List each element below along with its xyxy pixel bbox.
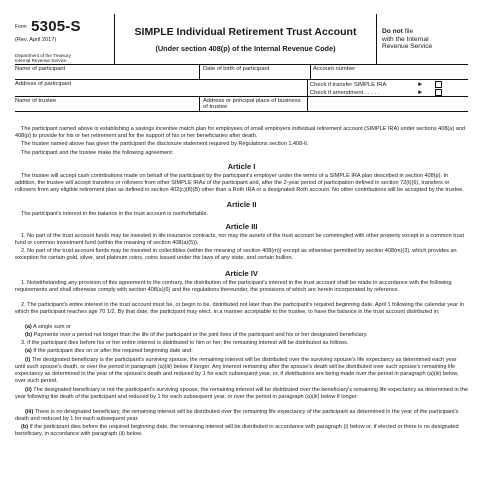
form-word: Form (15, 24, 27, 30)
notice-rest: file (404, 28, 414, 35)
form-number-line (15, 18, 81, 36)
trustee-address-field[interactable] (203, 97, 308, 111)
article-1-text: The trustee will accept cash contributions made on behalf of the participant by the participant's employer under the terms of a SIMPLE IRA plan described in section 408(p). In addition, the trustee will accept transfers or rollovers from other SIMPLE IRAs of the participant and, after the 2-year period of participation defined in section 72(t)(6), transfers or rollovers from any eligible retirement plan as defined in section 402(c)(8)(B) other than a Roth IRA or a designated Roth account. No other contributions will be accepted by the trustee. (15, 173, 464, 194)
item-3a-label: (a) (25, 348, 32, 354)
form-number: 5305-S (31, 18, 81, 35)
article-4-item-3b (15, 424, 468, 438)
filing-notice (382, 28, 472, 51)
item-3b-text: If the participant dies before the required beginning date, the remaining interest will be distributed in accordance with paragraph (i) below or, if elected or there is no designated beneficiary, in accordance with paragraph (ii) below. (15, 424, 459, 438)
form-title: SIMPLE Individual Retirement Trust Account (134, 26, 357, 38)
article-4-item-2a (15, 324, 468, 331)
intro-paragraph-2: The trustee named above has given the participant the disclosure statement required by Regulations section 1.408-6. (21, 141, 309, 147)
account-number-label: Account number (313, 66, 356, 72)
item-3a-text: If the participant dies on or after the required beginning date and: (33, 348, 193, 354)
article-4-item-3a-ii (15, 387, 468, 401)
item-3ai-text: The designated beneficiary is the participant's surviving spouse, the remaining interest will be distributed over the surviving spouse's life expectancy as determined each year until such spouse's death, or over the period in paragraph (a)(iii) below if longer. Any interest remaining after the spouse's death will be distributed over such spouse's remaining life expectancy as determined in the year of the spouse's death and reduced by 1 for each subsequent year, or, if distributions are being made over the period in paragraph (a)(iii) below, over such period. (15, 357, 459, 385)
article-4-item-3a (15, 348, 468, 355)
transfer-check-label: Check if transfer SIMPLE IRA (310, 82, 387, 88)
agency-block (15, 53, 71, 63)
trustee-address-label: Address or principal place of business of trustee (203, 98, 301, 110)
item-2a-label: (a) (25, 324, 32, 330)
notice-bold: Do not (382, 28, 403, 35)
form-id-block (15, 14, 115, 65)
birth-date-label: Date of birth of participant (203, 66, 270, 72)
account-number-field[interactable] (313, 65, 468, 79)
article-2-heading: Article II (226, 200, 257, 209)
participant-name-label: Name of participant (15, 66, 66, 72)
department-name: Department of the Treasury (15, 53, 71, 58)
transfer-checkbox[interactable] (435, 81, 442, 88)
trustee-name-label: Name of trustee (15, 98, 57, 104)
notice-line-3: Revenue Service (382, 43, 433, 51)
intro-paragraph-3: The participant and the trustee make the following agreement: (21, 150, 174, 156)
form-header (15, 14, 468, 65)
article-4-heading: Article IV (225, 269, 258, 278)
amendment-checkbox[interactable] (435, 89, 442, 96)
item-3aii-text: The designated beneficiary is not the participant's surviving spouse, the remaining interest will be distributed over the beneficiary's remaining life expectancy as determined in the year following the death of the participant and reduced by 1 for each subsequent year, or over the period in paragraph (a)(iii) below if longer. (15, 387, 468, 401)
participant-address-field[interactable] (15, 80, 308, 96)
article-2-text: The participant's interest in the balance in the trust account is nonforfeitable. (21, 211, 208, 217)
article-4-item-1: 1. Notwithstanding any provision of this agreement to the contrary, the distribution of the participant's interest in the trust account shall be made in accordance with the following requirements and shall otherwise comply with section 408(a)(6) and the regulations thereunder, the provisions of which are herein incorporated by reference. (15, 280, 452, 294)
address-row (15, 80, 468, 97)
trustee-row (15, 97, 468, 112)
amendment-arrow-icon: ► (417, 89, 424, 96)
notice-line-2: with the Internal (382, 35, 429, 43)
amendment-check-label: Check if amendment . . . . . (310, 90, 380, 96)
article-4-item-3a-iii (15, 409, 468, 423)
intro-paragraph-1: The participant named above is establishing a savings incentive match plan for employees of small employers individual retirement account (SIMPLE IRA) under sections 408(a) and 408(p) to provide for his or her retirement and for the support of his or her beneficiaries after death. (15, 126, 465, 140)
item-3ai-label: (i) (25, 357, 31, 363)
service-name: Internal Revenue Service (15, 58, 67, 63)
transfer-arrow-icon: ► (417, 81, 424, 88)
item-3aiii-label: (iii) (25, 409, 34, 415)
trustee-name-field[interactable] (15, 97, 200, 111)
participant-address-label: Address of participant (15, 81, 72, 87)
participant-name-field[interactable] (15, 65, 200, 79)
item-2a-text: A single sum or (33, 324, 71, 330)
item-3aiii-text: There is no designated beneficiary, the remaining interest will be distributed over the remaining life expectancy of the participant as determined in the year of the participant's death and reduced by 1 for each subsequent year. (15, 409, 459, 423)
form-title-block (115, 14, 377, 65)
participant-row (15, 65, 468, 80)
birth-date-field[interactable] (203, 65, 311, 79)
item-2b-text: Payments over a period not longer than the life of the participant or the joint lives of the participant and his or her designated beneficiary. (33, 332, 368, 338)
article-3-item-1: 1. No part of the trust account funds may be invested in life insurance contracts, nor may the assets of the trust account be commingled with other property except in a common trust fund or common investment fund (within the meaning of section 408(a)(5)). (15, 233, 465, 247)
article-3-heading: Article III (225, 222, 258, 231)
article-3-item-2: 2. No part of the trust account funds may be invested in collectibles (within the meaning of section 408(m)) except as otherwise permitted by section 408(m)(3), which provides an exception for certain gold, silver, and platinum coins, coins issued under the laws of any state, and certain bullion. (15, 248, 457, 262)
form-subtitle: (Under section 408(p) of the Internal Revenue Code) (155, 44, 336, 53)
article-4-item-3: 3. If the participant dies before his or her entire interest is distributed to him or her, the remaining interest will be distributed as follows. (21, 340, 349, 346)
article-4-item-2b (15, 332, 468, 339)
article-1-heading: Article I (227, 162, 256, 171)
item-3b-label: (b) (21, 424, 29, 430)
article-4-item-2: 2. The participant's entire interest in the trust account must be, or begin to be, distributed not later than the participant's required beginning date, April 1 following the calendar year in which the participant reaches age 70 1/2. By that date, the participant may elect, in a manner acceptable to the trustee, to have the balance in the trust account distributed in: (15, 302, 464, 316)
revision-date: (Rev. April 2017) (15, 37, 57, 43)
item-2b-label: (b) (25, 332, 33, 338)
article-4-item-3a-i (15, 357, 468, 385)
item-3aii-label: (ii) (25, 387, 32, 393)
